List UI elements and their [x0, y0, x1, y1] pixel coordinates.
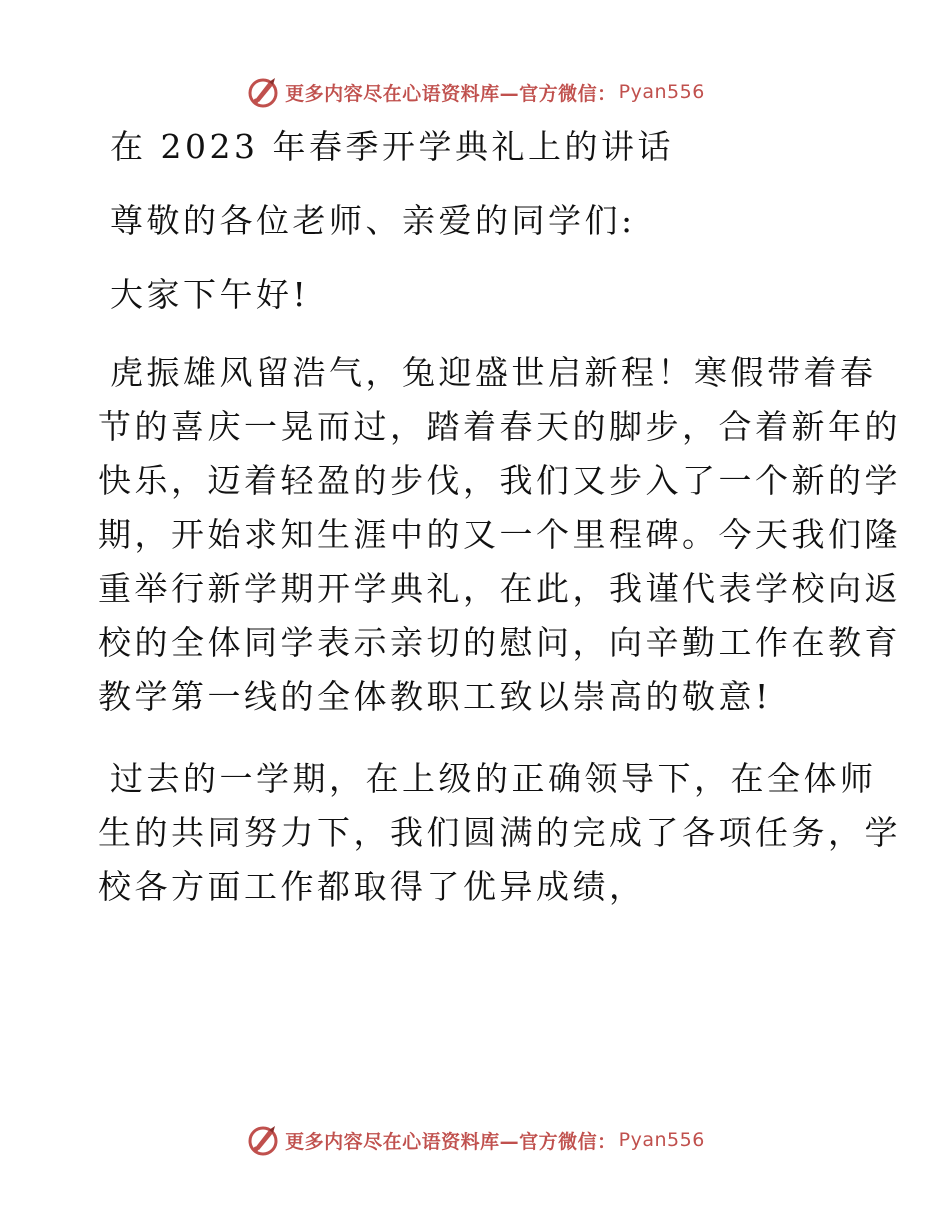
paragraph-line: 重举行新学期开学典礼，在此，我谨代表学校向返 — [98, 569, 901, 608]
footer-watermark — [0, 1120, 950, 1160]
paragraph-line: 期，开始求知生涯中的又一个里程碑。今天我们隆 — [98, 515, 901, 554]
watermark-wechat-id: Pyan556 — [618, 81, 705, 103]
paragraph-line: 校各方面工作都取得了优异成绩， — [98, 867, 646, 906]
brush-seal-logo-icon — [245, 74, 281, 110]
paragraph-1 — [98, 346, 901, 724]
paragraph-line: 教学第一线的全体教职工致以崇高的敬意! — [98, 677, 772, 716]
paragraph-line: 虎振雄风留浩气，兔迎盛世启新程！寒假带着春 — [110, 353, 877, 392]
header-watermark — [0, 72, 950, 112]
watermark-text: 更多内容尽在心语资料库—官方微信： — [285, 82, 617, 105]
salutation: 尊敬的各位老师、亲爱的同学们: — [110, 201, 636, 240]
document-body — [98, 124, 901, 914]
watermark-text: 更多内容尽在心语资料库—官方微信： — [285, 1130, 617, 1153]
paragraph-line: 校的全体同学表示亲切的慰问，向辛勤工作在教育 — [98, 623, 901, 662]
paragraph-line: 快乐，迈着轻盈的步伐，我们又步入了一个新的学 — [98, 461, 901, 500]
document-title: 在 2023 年春季开学典礼上的讲话 — [110, 127, 674, 166]
paragraph-line: 过去的一学期，在上级的正确领导下，在全体师 — [110, 759, 877, 798]
greeting: 大家下午好! — [110, 275, 310, 314]
paragraph-2 — [98, 752, 901, 914]
brush-seal-logo-icon — [245, 1122, 281, 1158]
watermark-wechat-id: Pyan556 — [618, 1129, 705, 1151]
paragraph-line: 生的共同努力下，我们圆满的完成了各项任务，学 — [98, 813, 901, 852]
paragraph-line: 节的喜庆一晃而过，踏着春天的脚步，合着新年的 — [98, 407, 901, 446]
